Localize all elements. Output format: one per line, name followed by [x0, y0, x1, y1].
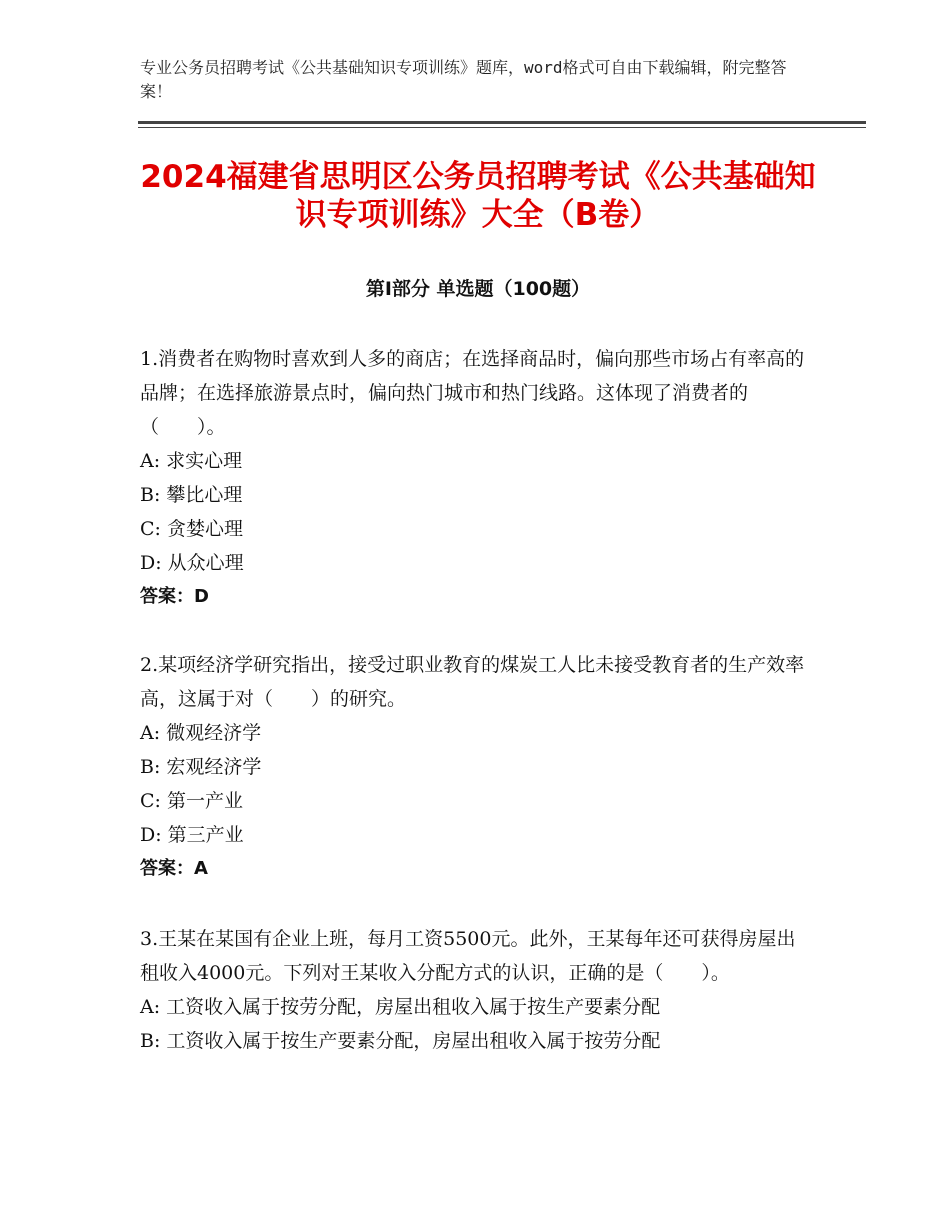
option-d: D: 从众心理	[140, 552, 244, 574]
header-divider-thin	[138, 127, 866, 128]
question-stem: 2.某项经济学研究指出，接受过职业教育的煤炭工人比未接受教育者的生产效率高，这属于对（ ）的研究。	[140, 654, 805, 710]
section-heading: 第Ⅰ部分 单选题（100题）	[365, 278, 591, 300]
question-stem: 3.王某在某国有企业上班，每月工资5500元。此外，王某每年还可获得房屋出租收入4000元。下列对王某收入分配方式的认识，正确的是（ ）。	[140, 928, 796, 984]
question-2	[140, 648, 810, 886]
header-divider-thick	[138, 121, 866, 124]
document-title: 2024福建省思明区公务员招聘考试《公共基础知识专项训练》大全（B卷）	[140, 159, 816, 233]
option-a: A: 求实心理	[140, 450, 243, 472]
option-b: B: 工资收入属于按生产要素分配，房屋出租收入属于按劳分配	[140, 1030, 661, 1052]
answer-label: 答案：D	[140, 586, 209, 607]
header-note: 专业公务员招聘考试《公共基础知识专项训练》题库，word格式可自由下载编辑，附完整答案！	[140, 58, 787, 101]
option-d: D: 第三产业	[140, 824, 244, 846]
answer-label: 答案：A	[140, 858, 208, 879]
option-c: C: 第一产业	[140, 790, 243, 812]
question-stem: 1.消费者在购物时喜欢到人多的商店；在选择商品时，偏向那些市场占有率高的品牌；在选择旅游景点时，偏向热门城市和热门线路。这体现了消费者的（ ）。	[140, 348, 805, 438]
option-a: A: 微观经济学	[140, 722, 262, 744]
question-3	[140, 922, 810, 1058]
question-1	[140, 342, 810, 614]
option-a: A: 工资收入属于按劳分配，房屋出租收入属于按生产要素分配	[140, 996, 661, 1018]
option-c: C: 贪婪心理	[140, 518, 243, 540]
option-b: B: 宏观经济学	[140, 756, 262, 778]
option-b: B: 攀比心理	[140, 484, 243, 506]
